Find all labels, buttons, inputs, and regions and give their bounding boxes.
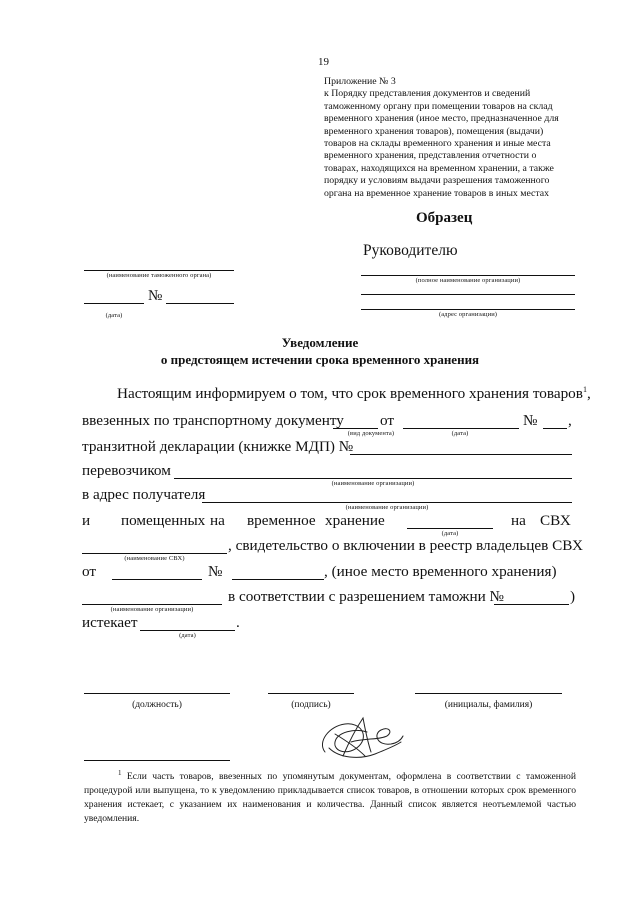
body-line-6-w7: СВХ: [540, 512, 571, 529]
handwritten-signature-icon: [315, 712, 405, 764]
transit-decl-line: [350, 454, 572, 455]
body-line-6-w2: помещенных: [121, 512, 206, 529]
page-number: 19: [318, 56, 329, 68]
expiry-date-caption: (дата): [179, 632, 196, 639]
footnote-separator: [84, 760, 230, 761]
position-caption: (должность): [132, 700, 182, 710]
recipient-line: [202, 502, 572, 503]
other-place-org-caption: (наименование организации): [110, 606, 194, 613]
body-line-2-text: ввезенных по транспортному документу: [82, 412, 344, 429]
body-line-6-w5: хранение: [325, 512, 385, 529]
footnote-ref: 1: [582, 385, 587, 394]
footnote: [84, 766, 576, 826]
storage-date-caption: (дата): [441, 530, 459, 537]
body-line-10-text: истекает: [82, 614, 138, 631]
doc-type-caption: (вид документа): [347, 430, 395, 437]
notice-title: Уведомление: [281, 335, 359, 350]
appendix-block: [324, 76, 574, 200]
body-line-5-text: в адрес получателя: [82, 486, 206, 503]
appendix-line-4: временного хранения товаров), помещения (выдачи): [324, 125, 544, 137]
body-line-1-text: Настоящим информируем о том, что срок временного хранения товаров: [117, 385, 583, 403]
from-word-1: от: [380, 412, 395, 429]
appendix-line-7: товарах, находящихся на временном хранении, а также: [324, 162, 554, 174]
footnote-mark: 1: [118, 769, 122, 777]
date-caption: (дата): [105, 312, 123, 319]
appendix-line-9: органа на временное хранение товаров в иных местах: [324, 187, 550, 199]
appendix-line-2: таможенному органу при помещении товаров на склад: [324, 100, 553, 112]
permit-number-line: [494, 604, 569, 605]
org-address-caption: (адрес организации): [438, 311, 498, 318]
carrier-line: [174, 478, 572, 479]
cert-date-line: [112, 579, 202, 580]
date-line: [84, 303, 144, 304]
doc-type-line: [333, 428, 378, 429]
body-line-7-text: , свидетельство о включении в реестр владельцев СВХ: [228, 537, 583, 554]
number-sign-2: №: [523, 412, 538, 429]
comma-2: ,: [568, 412, 572, 429]
doc-date-line: [403, 428, 519, 429]
storage-date-line: [407, 528, 493, 529]
signature-line: [268, 693, 354, 694]
body-line-9-end: ): [570, 588, 576, 605]
cert-number-line: [232, 579, 324, 580]
addressee: Руководителю: [363, 242, 458, 259]
position-line: [84, 693, 230, 694]
body-line-8-rest: , (иное место временного хранения): [324, 563, 557, 580]
sample-label: Образец: [416, 210, 473, 226]
customs-body-line: [84, 270, 234, 271]
body-line-6-w6: на: [511, 512, 526, 529]
body-line-1: [117, 385, 591, 403]
svh-name-line: [82, 553, 227, 554]
expiry-date-line: [140, 630, 235, 631]
other-place-org-line: [82, 604, 222, 605]
appendix-line-3: временного хранения (иное место, предназначенное для: [324, 113, 559, 125]
expiry-period: .: [236, 614, 240, 631]
body-line-8-from: от: [82, 563, 97, 580]
body-line-9-text: в соответствии с разрешением таможни №: [228, 588, 505, 605]
footnote-text: Если часть товаров, ввезенных по упомянутым документам, оформлена в соответствии с таможенной процедурой или выпущена, то к уведомлению прикладывается список товаров, в отношении которых срок временного хранения истекает, с указанием их наименования и количества. Данный список является неотъемлемой частью уведомления.: [84, 771, 576, 825]
appendix-title: Приложение № 3: [324, 76, 396, 87]
body-line-1-comma: ,: [586, 385, 591, 403]
number-line: [166, 303, 234, 304]
full-org-name-line: [361, 275, 575, 276]
org-extra-line: [361, 294, 575, 295]
body-line-6-w3: на: [210, 512, 225, 529]
appendix-line-5: товаров на склады временного хранения и иные места: [324, 138, 551, 150]
notice-subtitle: о предстоящем истечении срока временного хранения: [160, 352, 480, 367]
number-sign: №: [148, 288, 163, 304]
carrier-caption: (наименование организации): [331, 480, 415, 487]
body-line-6-w4: временное: [247, 512, 316, 529]
body-line-3-text: транзитной декларации (книжке МДП) №: [82, 438, 354, 455]
initials-line: [415, 693, 562, 694]
number-sign-3: №: [208, 563, 223, 580]
appendix-line-6: временного хранения, представления отчетности о: [324, 150, 537, 162]
svh-name-caption: (наименование СВХ): [124, 555, 185, 562]
initials-caption: (инициалы, фамилия): [444, 700, 533, 710]
doc-date-caption: (дата): [451, 430, 469, 437]
appendix-line-8: порядку и условиям выдачи разрешения таможенного: [324, 175, 550, 187]
doc-number-line: [543, 428, 567, 429]
recipient-caption: (наименование организации): [345, 504, 429, 511]
body-line-4-text: перевозчиком: [82, 462, 171, 479]
full-org-name-caption: (полное наименование организации): [415, 277, 521, 284]
body-line-6-w1: и: [82, 512, 91, 529]
signature-caption: (подпись): [291, 700, 331, 710]
customs-body-caption: (наименование таможенного органа): [106, 272, 212, 279]
org-address-line: [361, 309, 575, 310]
appendix-line-1: к Порядку представления документов и сведений: [324, 88, 531, 100]
